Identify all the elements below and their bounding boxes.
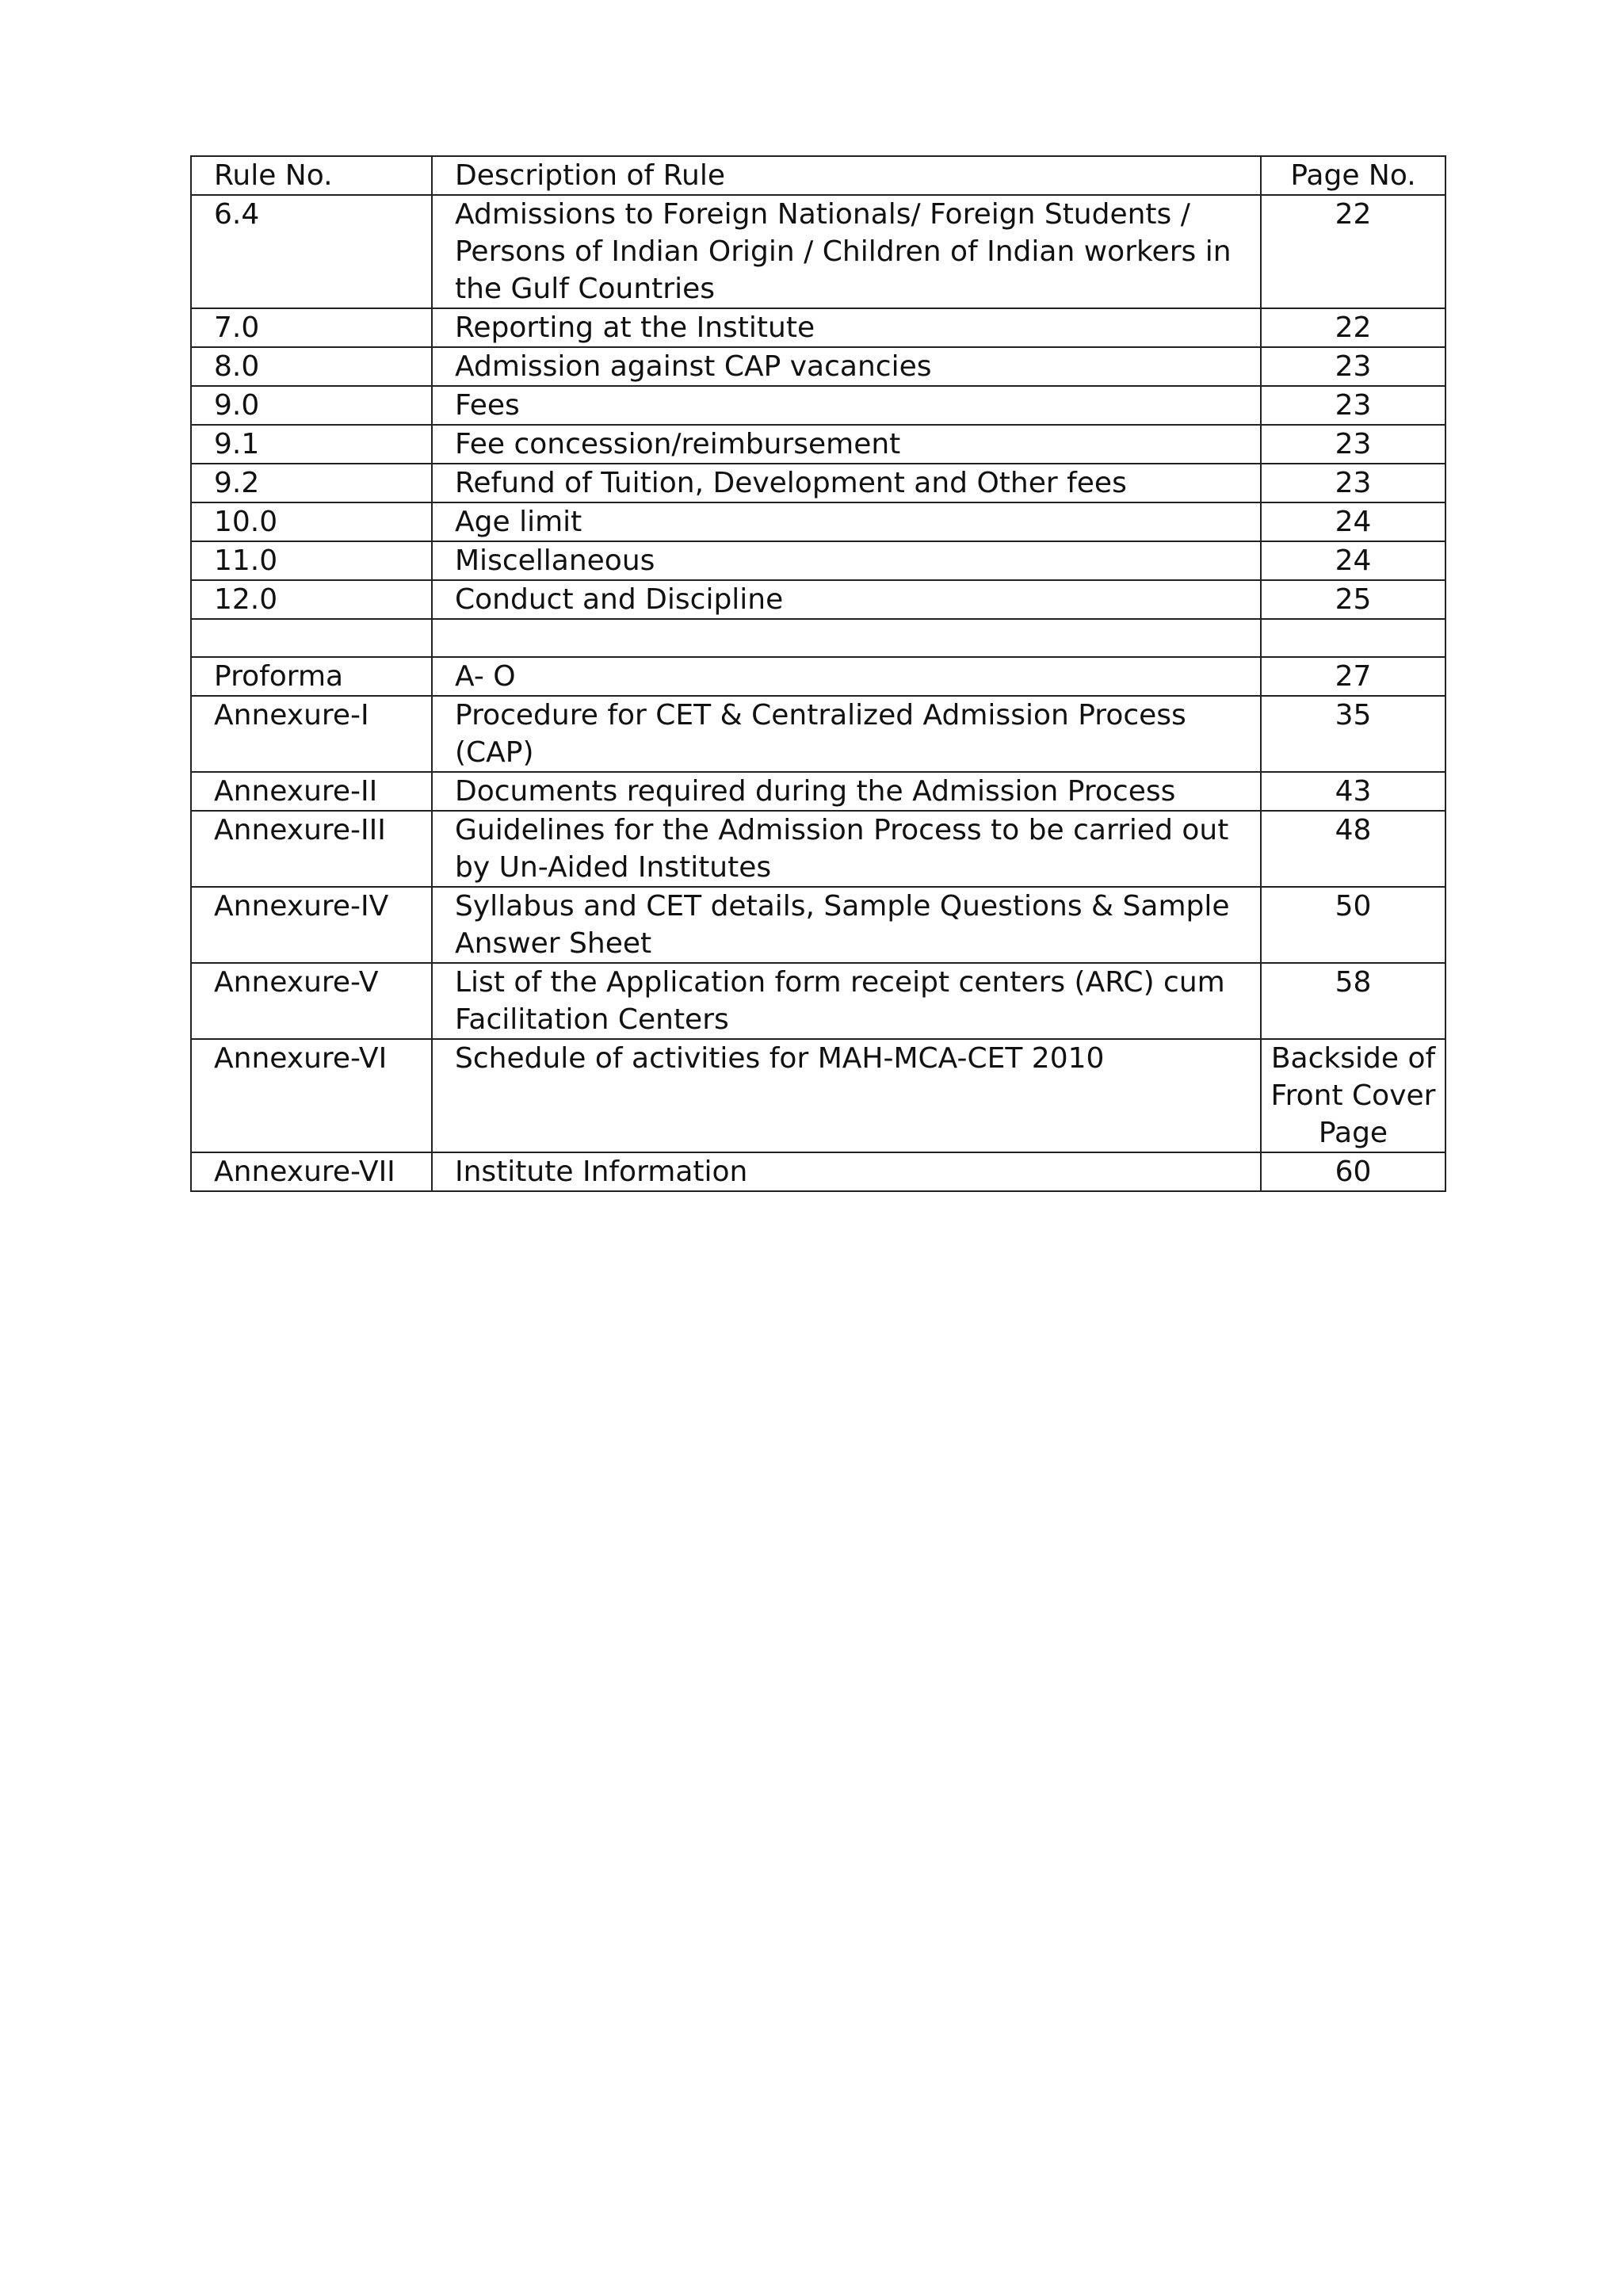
- table-header-row: [191, 156, 1445, 195]
- rule-description: Conduct and Discipline: [432, 580, 1261, 619]
- rule-number: Annexure-VI: [191, 1039, 432, 1152]
- table-row: [191, 1039, 1445, 1152]
- header-rule-no: Rule No.: [191, 156, 432, 195]
- rule-description: Schedule of activities for MAH-MCA-CET 2010: [432, 1039, 1261, 1152]
- rule-number: Annexure-IV: [191, 887, 432, 963]
- table-row: [191, 696, 1445, 772]
- table-row: [191, 657, 1445, 696]
- page-number: 23: [1261, 425, 1445, 464]
- rule-number: Annexure-V: [191, 963, 432, 1039]
- rule-number: 10.0: [191, 502, 432, 541]
- page-number: 50: [1261, 887, 1445, 963]
- header-page-no: Page No.: [1261, 156, 1445, 195]
- rule-description: Admission against CAP vacancies: [432, 347, 1261, 386]
- rule-description: Miscellaneous: [432, 541, 1261, 580]
- rule-description: Admissions to Foreign Nationals/ Foreign Students / Persons of Indian Origin / Children of Indian workers in the Gulf Countries: [432, 195, 1261, 308]
- page-number: Backside of Front Cover Page: [1261, 1039, 1445, 1152]
- rule-number: Proforma: [191, 657, 432, 696]
- header-description: Description of Rule: [432, 156, 1261, 195]
- page-number: 48: [1261, 811, 1445, 887]
- page-number: 43: [1261, 772, 1445, 811]
- table-row: [191, 308, 1445, 347]
- rule-number: 8.0: [191, 347, 432, 386]
- page-number: 35: [1261, 696, 1445, 772]
- rule-description: Institute Information: [432, 1152, 1261, 1191]
- rule-number: 7.0: [191, 308, 432, 347]
- table-row: [191, 386, 1445, 425]
- table-row: [191, 1152, 1445, 1191]
- rule-number: Annexure-III: [191, 811, 432, 887]
- table-row: [191, 425, 1445, 464]
- rule-description: Documents required during the Admission Process: [432, 772, 1261, 811]
- empty-row: [191, 619, 1445, 657]
- table-row: [191, 502, 1445, 541]
- table-row: [191, 887, 1445, 963]
- rule-number: 9.2: [191, 464, 432, 502]
- table-row: [191, 541, 1445, 580]
- rules-index-table: [190, 155, 1446, 1192]
- rule-number: [191, 619, 432, 657]
- rule-number: 9.1: [191, 425, 432, 464]
- rule-description: Guidelines for the Admission Process to be carried out by Un-Aided Institutes: [432, 811, 1261, 887]
- page-number: [1261, 619, 1445, 657]
- page-number: 22: [1261, 195, 1445, 308]
- page-number: 23: [1261, 386, 1445, 425]
- rule-description: Refund of Tuition, Development and Other fees: [432, 464, 1261, 502]
- rule-description: Fee concession/reimbursement: [432, 425, 1261, 464]
- table-row: [191, 464, 1445, 502]
- table-row: [191, 195, 1445, 308]
- page-number: 60: [1261, 1152, 1445, 1191]
- rule-number: 12.0: [191, 580, 432, 619]
- page-number: 58: [1261, 963, 1445, 1039]
- rule-number: Annexure-II: [191, 772, 432, 811]
- page-number: 24: [1261, 541, 1445, 580]
- rule-description: Syllabus and CET details, Sample Questions & Sample Answer Sheet: [432, 887, 1261, 963]
- rule-number: Annexure-I: [191, 696, 432, 772]
- rule-description: [432, 619, 1261, 657]
- table-row: [191, 580, 1445, 619]
- rule-number: 11.0: [191, 541, 432, 580]
- table-row: [191, 772, 1445, 811]
- rule-description: Procedure for CET & Centralized Admission Process (CAP): [432, 696, 1261, 772]
- rule-description: Fees: [432, 386, 1261, 425]
- page-number: 23: [1261, 347, 1445, 386]
- rule-description: Reporting at the Institute: [432, 308, 1261, 347]
- page-number: 25: [1261, 580, 1445, 619]
- table-row: [191, 347, 1445, 386]
- rule-number: 6.4: [191, 195, 432, 308]
- rule-description: A- O: [432, 657, 1261, 696]
- rule-description: Age limit: [432, 502, 1261, 541]
- rule-number: 9.0: [191, 386, 432, 425]
- table-row: [191, 811, 1445, 887]
- page-number: 23: [1261, 464, 1445, 502]
- page-number: 22: [1261, 308, 1445, 347]
- rule-description: List of the Application form receipt centers (ARC) cum Facilitation Centers: [432, 963, 1261, 1039]
- page-number: 27: [1261, 657, 1445, 696]
- rule-number: Annexure-VII: [191, 1152, 432, 1191]
- page-number: 24: [1261, 502, 1445, 541]
- table-row: [191, 963, 1445, 1039]
